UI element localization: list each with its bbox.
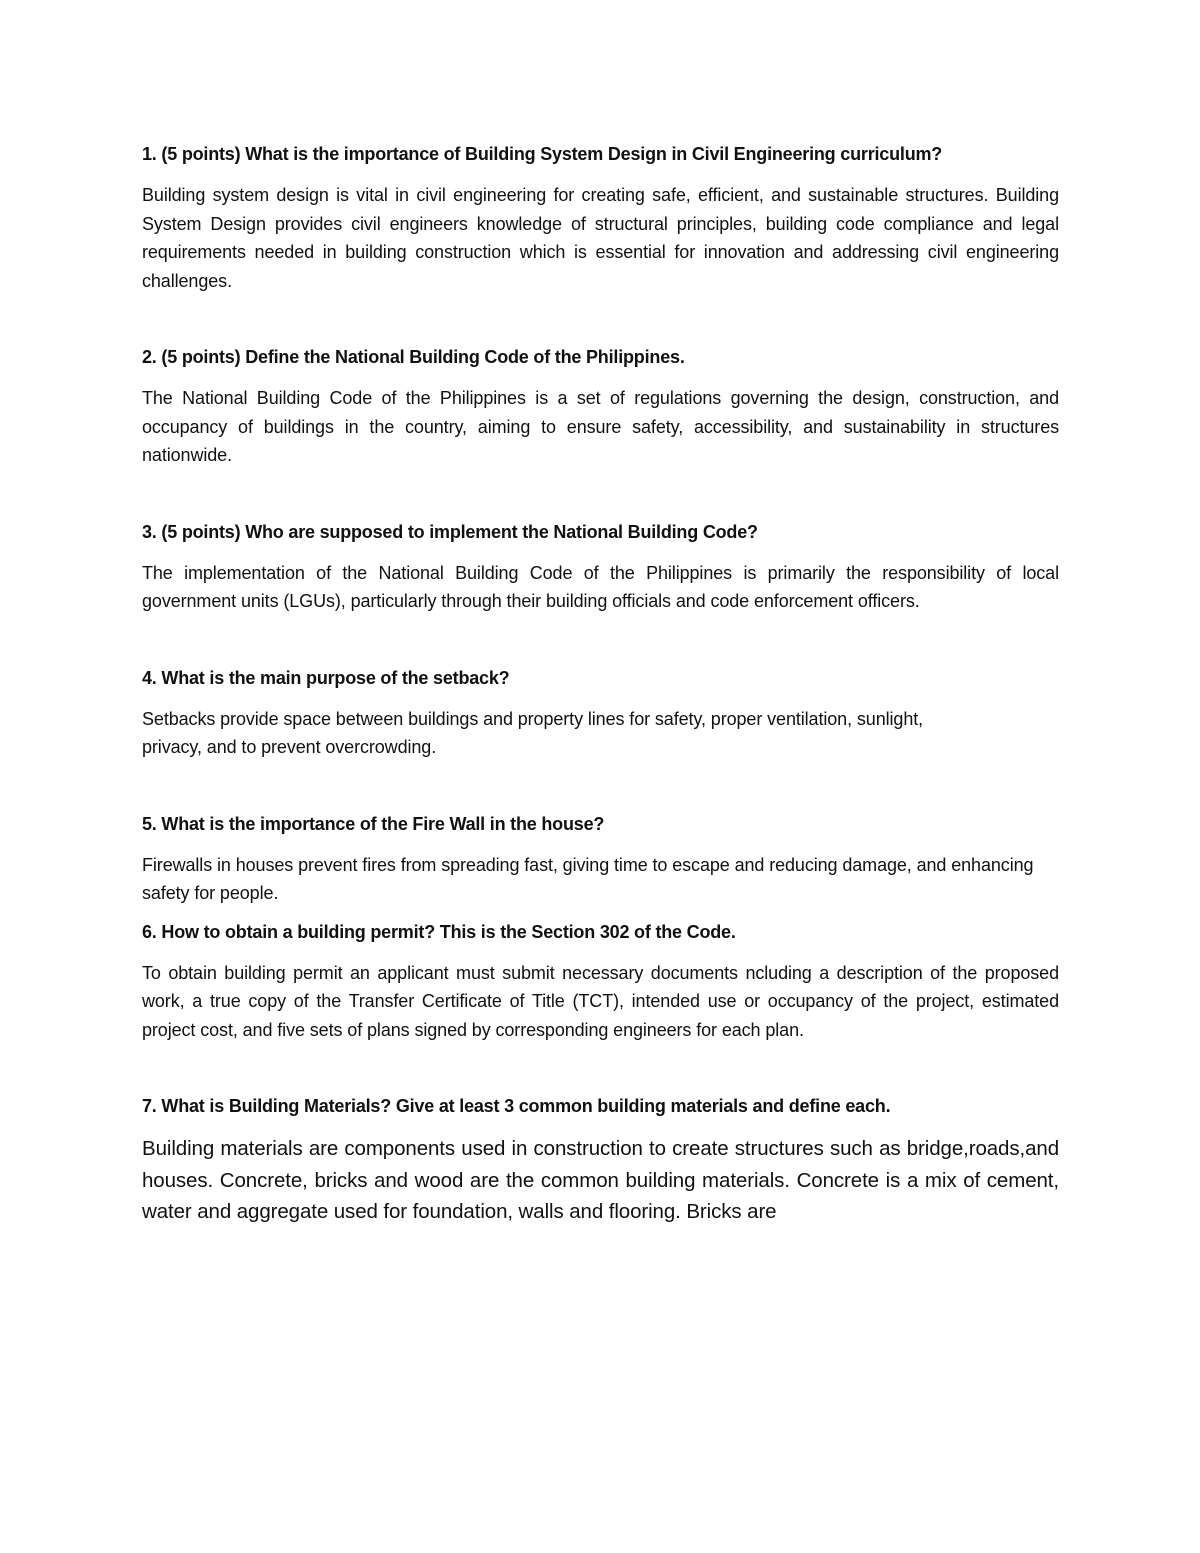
- qa-item-4: [142, 664, 1059, 762]
- document-content: [142, 140, 1059, 1276]
- qa-item-6: [142, 918, 1059, 1045]
- qa-item-3: [142, 518, 1059, 616]
- question-2: 2. (5 points) Define the National Building Code of the Philippines.: [142, 347, 685, 367]
- answer-1: Building system design is vital in civil engineering for creating safe, efficient, and sustainable structures. Building System Design provides civil engineers knowledge of structural principles, building code compliance and legal requirements needed in building construction which is essential for innovation and addressing civil engineering challenges.: [142, 185, 1059, 291]
- answer-2: The National Building Code of the Philippines is a set of regulations governing the design, construction, and occupancy of buildings in the country, aiming to ensure safety, accessibility, and sustainability in structures nationwide.: [142, 388, 1059, 465]
- answer-7: Building materials are components used in construction to create structures such as bridge,roads,and houses. Concrete, bricks and wood are the common building materials. Concrete is a mix of cement, water and aggregate used for foundation, walls and flooring. Bricks are: [142, 1137, 1059, 1223]
- qa-item-5: [142, 810, 1059, 908]
- qa-item-1: [142, 140, 1059, 295]
- qa-item-7: [142, 1092, 1059, 1228]
- question-1: 1. (5 points) What is the importance of Building System Design in Civil Engineering curriculum?: [142, 144, 943, 164]
- answer-5: Firewalls in houses prevent fires from spreading fast, giving time to escape and reducing damage, and enhancing safety for people.: [142, 854, 1034, 903]
- question-7: 7. What is Building Materials? Give at least 3 common building materials and define each.: [142, 1096, 891, 1116]
- question-5: 5. What is the importance of the Fire Wall in the house?: [142, 813, 605, 834]
- answer-3: The implementation of the National Building Code of the Philippines is primarily the responsibility of local government units (LGUs), particularly through their building officials and code enforcement officers.: [142, 562, 1059, 611]
- question-4: 4. What is the main purpose of the setback?: [142, 667, 510, 688]
- qa-item-2: [142, 343, 1059, 470]
- answer-4: Setbacks provide space between buildings and property lines for safety, proper ventilation, sunlight, privacy, and to prevent overcrowding.: [142, 708, 924, 757]
- question-6: 6. How to obtain a building permit? This is the Section 302 of the Code.: [142, 921, 736, 942]
- answer-6: To obtain building permit an applicant must submit necessary documents ncluding a description of the proposed work, a true copy of the Transfer Certificate of Title (TCT), intended use or occupancy of the project, estimated project cost, and five sets of plans signed by corresponding engineers for each plan.: [142, 962, 1059, 1040]
- question-3: 3. (5 points) Who are supposed to implement the National Building Code?: [142, 521, 758, 542]
